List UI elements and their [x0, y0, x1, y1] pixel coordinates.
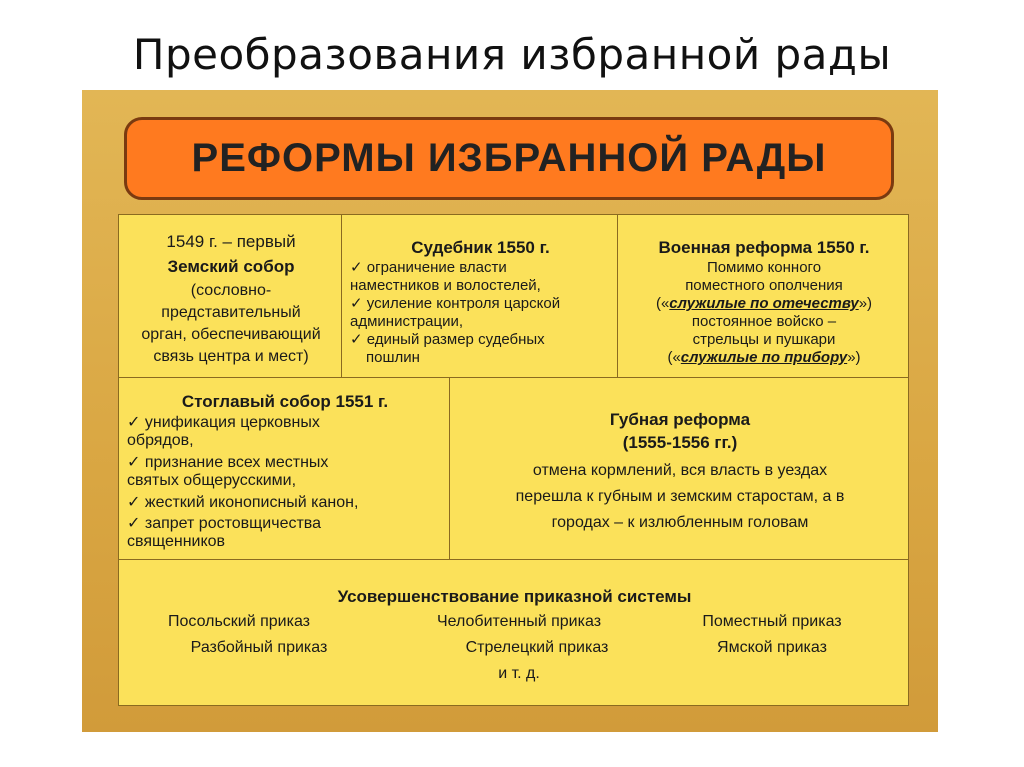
check-icon: ✓ — [127, 513, 141, 532]
zemsky-line: связь центра и мест) — [153, 348, 309, 365]
banner-title: РЕФОРМЫ ИЗБРАННОЙ РАДЫ — [124, 117, 894, 200]
military-line: стрельцы и пушкари — [692, 331, 836, 348]
stoglav-item: ✓ признание всех местных — [127, 452, 329, 471]
check-icon: ✓ — [350, 258, 363, 276]
zemsky-sobor-cell — [118, 214, 342, 378]
stoglav-sobor-cell — [118, 377, 450, 560]
check-icon: ✓ — [350, 330, 363, 348]
prikaz-item: Поместный приказ — [702, 613, 842, 630]
sudebnik-item: ✓ единый размер судебных — [350, 330, 545, 348]
stoglav-item: ✓ запрет ростовщичества — [127, 513, 322, 532]
prikaz-item: Стрелецкий приказ — [465, 639, 609, 656]
sudebnik-line: администрации, — [350, 313, 464, 330]
slide-title: Преобразования избранной рады — [132, 30, 892, 79]
sudebnik-cell — [341, 214, 618, 378]
prikaz-item: Челобитенный приказ — [436, 613, 602, 630]
sudebnik-title: Судебник 1550 г. — [411, 238, 550, 257]
military-reform-cell — [617, 214, 909, 378]
prikaz-item: Разбойный приказ — [190, 639, 328, 656]
military-line: поместного ополчения — [685, 277, 843, 294]
stoglav-line: святых общерусскими, — [127, 472, 297, 489]
military-line: («служилые по отечеству») — [655, 295, 873, 312]
stoglav-item: ✓ жесткий иконописный канон, — [127, 492, 359, 511]
zemsky-line: орган, обеспечивающий — [141, 326, 321, 343]
zemsky-line: (сословно- — [190, 282, 272, 299]
stoglav-line: обрядов, — [127, 432, 194, 449]
gubnaya-dates: (1555-1556 гг.) — [622, 433, 738, 452]
stoglav-item: ✓ унификация церковных — [127, 412, 320, 431]
military-line: постоянное войско – — [691, 313, 837, 330]
stoglav-line: священников — [127, 533, 226, 550]
stoglav-title: Стоглавый собор 1551 г. — [181, 392, 389, 411]
gubnaya-line: перешла к губным и земским старостам, а в — [515, 488, 845, 505]
prikaz-item: Посольский приказ — [167, 613, 311, 630]
zemsky-line: 1549 г. – первый — [166, 232, 296, 251]
prikaz-etc: и т. д. — [498, 665, 540, 682]
military-title: Военная реформа 1550 г. — [658, 238, 870, 257]
zemsky-line: представительный — [161, 304, 301, 321]
gubnaya-title: Губная реформа — [609, 410, 751, 429]
sudebnik-item: ✓ усиление контроля царской — [350, 294, 561, 312]
military-line: Помимо конного — [706, 259, 822, 276]
sudebnik-item: ✓ ограничение власти — [350, 258, 507, 276]
sudebnik-line: пошлин — [366, 349, 420, 366]
sudebnik-line: наместников и волостелей, — [350, 277, 541, 294]
gubnaya-line: отмена кормлений, вся власть в уездах — [532, 462, 828, 479]
zemsky-heading: Земский собор — [167, 257, 295, 276]
military-line: («служилые по прибору») — [667, 349, 861, 366]
check-icon: ✓ — [350, 294, 363, 312]
check-icon: ✓ — [127, 452, 141, 471]
prikaz-system-cell — [118, 559, 909, 706]
check-icon: ✓ — [127, 412, 141, 431]
gubnaya-reform-cell — [449, 377, 909, 560]
prikaz-title: Усовершенствование приказной системы — [337, 587, 692, 606]
gubnaya-line: городах – к излюбленным головам — [551, 514, 809, 531]
prikaz-item: Ямской приказ — [717, 639, 827, 656]
check-icon: ✓ — [127, 492, 141, 511]
